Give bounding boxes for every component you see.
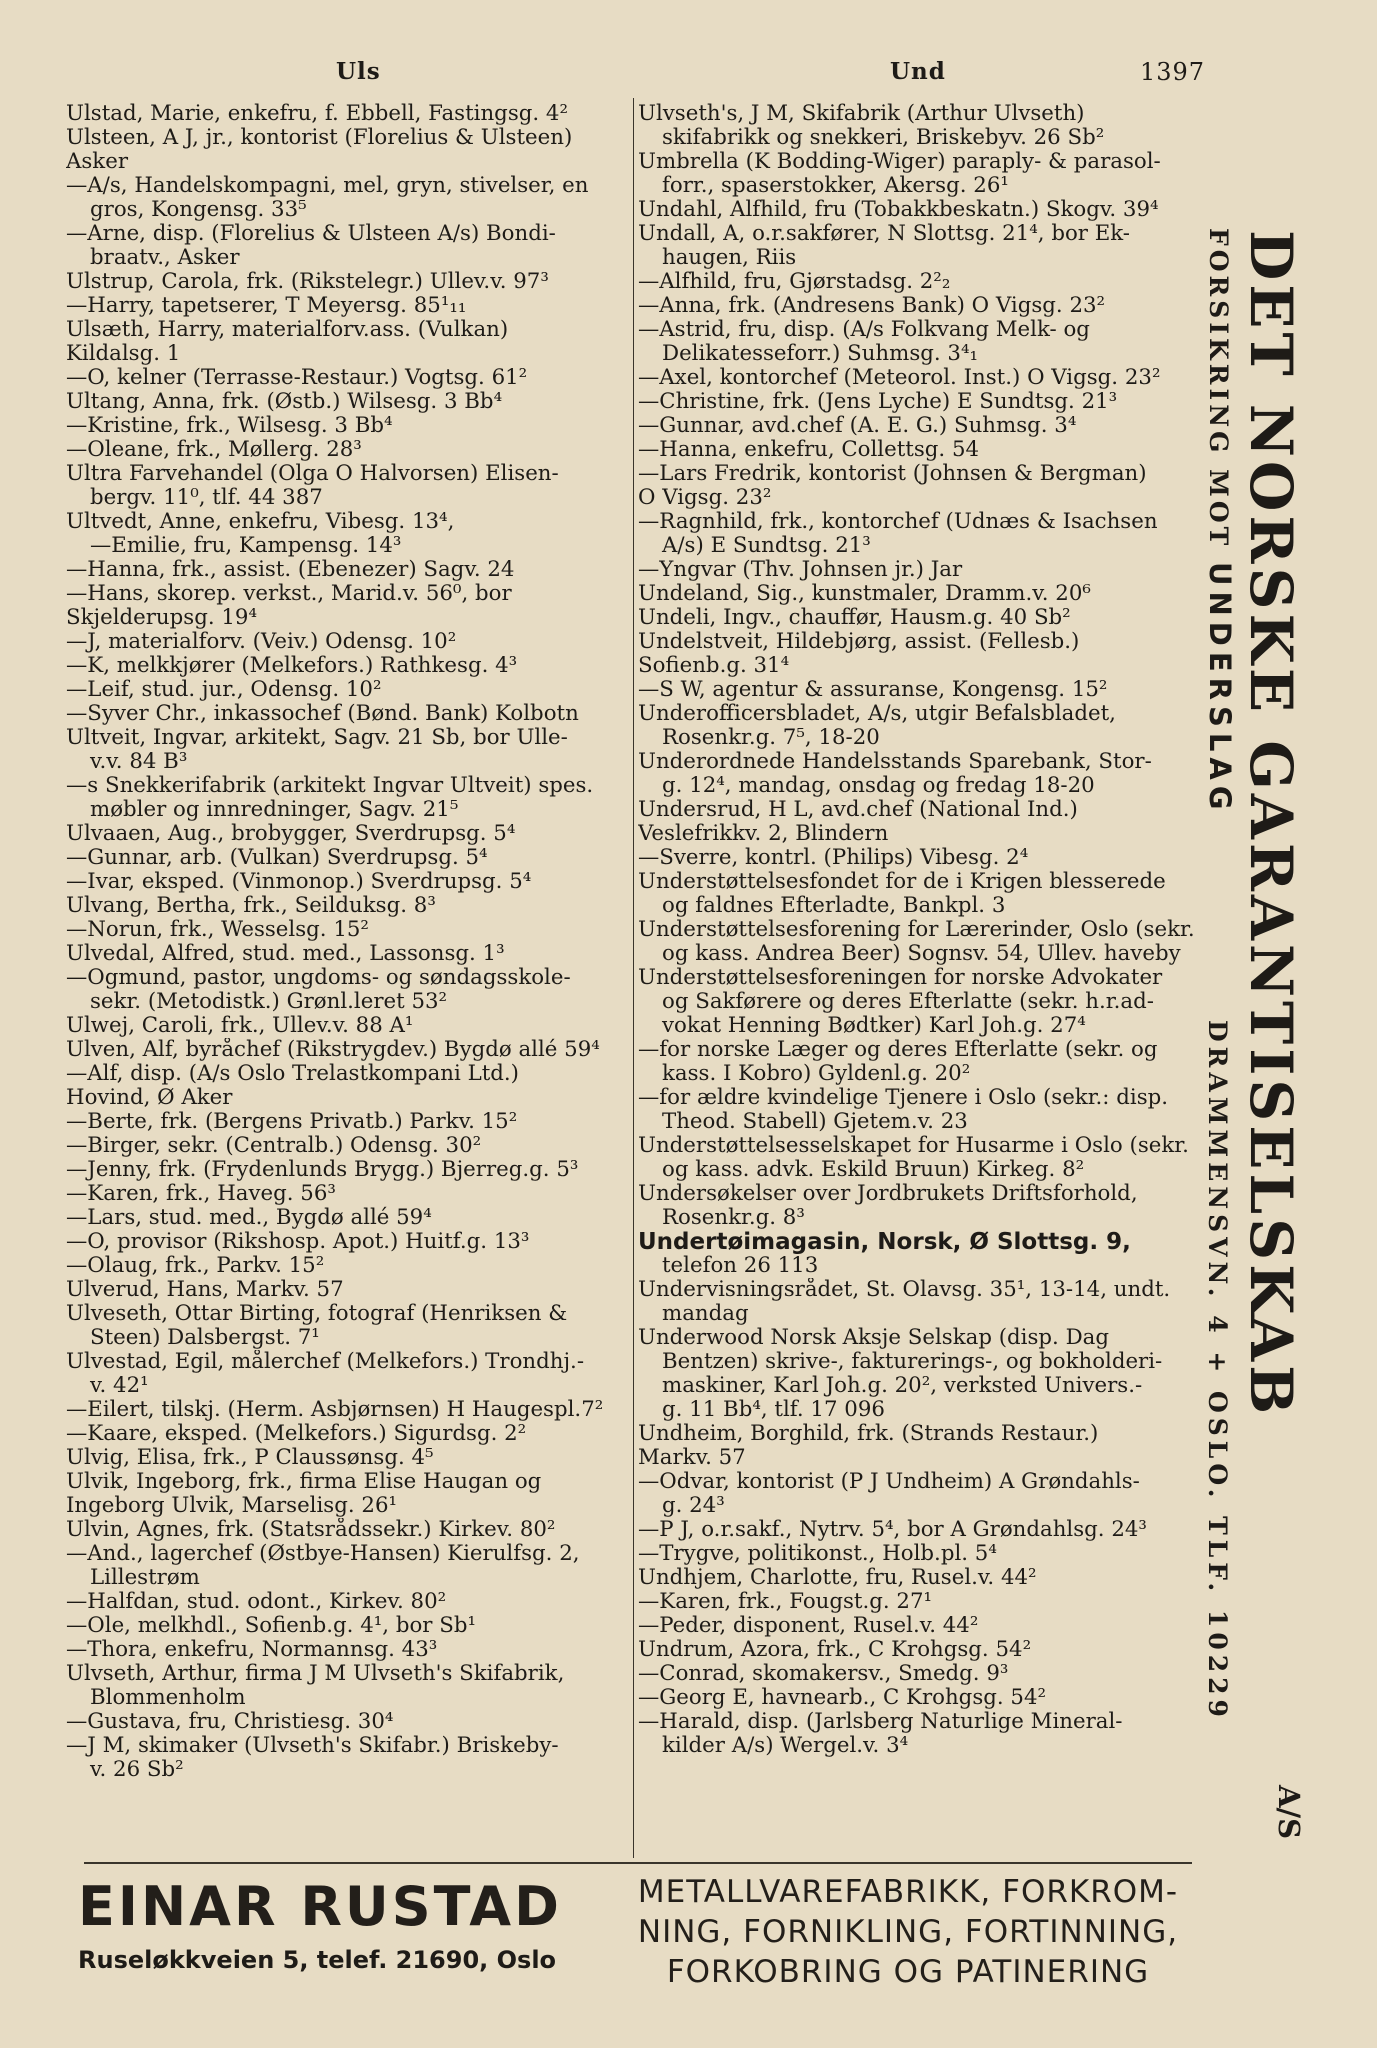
directory-entry-line: skifabrikk og snekkeri, Briskebyv. 26 Sb² [662, 126, 1105, 150]
directory-entry-line: Undeland, Sig., kunstmaler, Dramm.v. 20⁶ [638, 582, 1091, 606]
left-column [66, 102, 632, 1782]
directory-entry-line: g. 12⁴, mandag, onsdag og fredag 18-20 [662, 774, 1095, 798]
directory-entry-line: —Alf, disp. (A/s Oslo Trelastkompani Ltd.) [66, 1062, 519, 1086]
directory-entry-line: kass. I Kobro) Gyldenl.g. 20² [662, 1062, 971, 1086]
directory-entry-line: —Alfhild, fru, Gjørstadsg. 2²₂ [638, 270, 951, 294]
directory-entry-line: Markv. 57 [638, 1446, 746, 1470]
directory-entry-line: —J, materialforv. (Veiv.) Odensg. 10² [66, 630, 457, 654]
directory-entry-line: Theod. Stabell) Gjetem.v. 23 [662, 1110, 968, 1134]
directory-entry-line: —Sverre, kontrl. (Philips) Vibesg. 2⁴ [638, 846, 1029, 870]
side-ad-insurance-word: UNDERSLAG [1203, 561, 1237, 816]
directory-entry-line: —Hanna, frk., assist. (Ebenezer) Sagv. 24 [66, 558, 515, 582]
directory-entry-line: Ultvedt, Anne, enkefru, Vibesg. 13⁴, [66, 510, 455, 534]
directory-entry-line: Lillestrøm [90, 1566, 200, 1590]
directory-entry-line: —Anna, frk. (Andresens Bank) O Vigsg. 23² [638, 294, 1106, 318]
directory-entry-line: Kildalsg. 1 [66, 342, 181, 366]
directory-entry-line: —O, kelner (Terrasse-Restaur.) Vogtsg. 61² [66, 366, 528, 390]
directory-entry-line: og faldnes Efterladte, Bankpl. 3 [662, 894, 1006, 918]
directory-entry-line: Ulvestad, Egil, målerchef (Melkefors.) Trondhj.- [66, 1350, 585, 1374]
directory-entry-line: Sofienb.g. 31⁴ [638, 654, 790, 678]
directory-entry-line: —Harry, tapetserer, T Meyersg. 85¹₁₁ [66, 294, 467, 318]
directory-entry-line: gros, Kongensg. 33⁵ [90, 198, 307, 222]
directory-entry-line: Ulsteen, A J, jr., kontorist (Florelius & Ulsteen) [66, 126, 573, 150]
directory-entry-line: —Trygve, politikonst., Holb.pl. 5⁴ [638, 1542, 997, 1566]
directory-entry-line: Undervisningsrådet, St. Olavsg. 35¹, 13-14, undt. [638, 1278, 1171, 1302]
directory-entry-line: maskiner, Karl Joh.g. 20², verksted Univers.- [662, 1374, 1143, 1398]
directory-entry-line: Understøttelsesselskapet for Husarme i Oslo (sekr. [638, 1134, 1189, 1158]
directory-entry-line: —J M, skimaker (Ulvseth's Skifabr.) Briskeby- [66, 1734, 559, 1758]
directory-entry-line: Umbrella (K Bodding-Wiger) paraply- & parasol- [638, 150, 1161, 174]
directory-entry-line: Undrum, Azora, frk., C Krohgsg. 54² [638, 1638, 1032, 1662]
directory-entry-line: —P J, o.r.sakf., Nytrv. 5⁴, bor A Grøndahlsg. 24³ [638, 1518, 1147, 1542]
directory-entry-line: Underwood Norsk Aksje Selskap (disp. Dag [638, 1326, 1109, 1350]
directory-entry-line: —Syver Chr., inkassochef (Bønd. Bank) Kolbotn [66, 702, 579, 726]
directory-entry-line: Hovind, Ø Aker [66, 1086, 233, 1110]
directory-entry-line: —Norun, frk., Wesselsg. 15² [66, 918, 369, 942]
bottom-ad-line: FORKOBRING OG PATINERING [666, 1954, 1150, 1990]
directory-entry-line: —Olaug, frk., Parkv. 15² [66, 1254, 325, 1278]
directory-entry-line: —S W, agentur & assuranse, Kongensg. 15² [638, 678, 1108, 702]
directory-entry-line: Undersrud, H L, avd.chef (National Ind.) [638, 798, 1078, 822]
side-ad-insurance [1203, 228, 1237, 816]
page-number: 1397 [1140, 58, 1206, 86]
directory-entry-line: haugen, Riis [662, 246, 797, 270]
directory-entry-line: —Oleane, frk., Møllerg. 28³ [66, 438, 362, 462]
directory-entry-line: —Kristine, frk., Wilsesg. 3 Bb⁴ [66, 414, 393, 438]
side-ad-company: DET NORSKE GARANTISELSKAB [1237, 230, 1305, 1419]
directory-entry-line: bergv. 11⁰, tlf. 44 387 [90, 486, 323, 510]
directory-entry-line: Skjelderupsg. 19⁴ [66, 606, 258, 630]
directory-entry-line: A/s) E Sundtsg. 21³ [662, 534, 871, 558]
directory-entry-line: —Gunnar, arb. (Vulkan) Sverdrupsg. 5⁴ [66, 846, 488, 870]
directory-entry-line: forr., spaserstokker, Akersg. 26¹ [662, 174, 1009, 198]
directory-entry-line: —Lars Fredrik, kontorist (Johnsen & Bergman) [638, 462, 1147, 486]
directory-entry-line: —Arne, disp. (Florelius & Ulsteen A/s) Bondi- [66, 222, 556, 246]
directory-entry-line: —And., lagerchef (Østbye-Hansen) Kierulfsg. 2, [66, 1542, 580, 1566]
directory-entry-line: Undersøkelser over Jordbrukets Driftsforhold, [638, 1182, 1138, 1206]
directory-entry-line: Ulstrup, Carola, frk. (Rikstelegr.) Ullev.v. 97³ [66, 270, 549, 294]
directory-entry-line: Ulven, Alf, byråchef (Rikstrygdev.) Bygdø allé 59⁴ [66, 1038, 600, 1062]
directory-entry-line: Ulveseth, Ottar Birting, fotograf (Henriksen & [66, 1302, 568, 1326]
directory-entry-line: O Vigsg. 23² [638, 486, 772, 510]
directory-entry-line: —Axel, kontorchef (Meteorol. Inst.) O Vigsg. 23² [638, 366, 1161, 390]
directory-entry-line: Ultra Farvehandel (Olga O Halvorsen) Elisen- [66, 462, 559, 486]
directory-entry-line: Ulvseth, Arthur, firma J M Ulvseth's Skifabrik, [66, 1662, 565, 1686]
directory-entry-line: Undeli, Ingv., chauffør, Hausm.g. 40 Sb² [638, 606, 1071, 630]
directory-entry-line: Understøttelsesfondet for de i Krigen blesserede [638, 870, 1166, 894]
directory-entry-line: Undheim, Borghild, frk. (Strands Restaur.) [638, 1422, 1099, 1446]
directory-entry-line: Ulvaaen, Aug., brobygger, Sverdrupsg. 5⁴ [66, 822, 516, 846]
directory-entry-line: —Birger, sekr. (Centralb.) Odensg. 30² [66, 1134, 482, 1158]
directory-entry-line: Asker [66, 150, 128, 174]
directory-entry-line: —Leif, stud. jur., Odensg. 10² [66, 678, 382, 702]
directory-entry-line: Ulstad, Marie, enkefru, f. Ebbell, Fastingsg. 4² [66, 102, 569, 126]
directory-entry-line: Undhjem, Charlotte, fru, Rusel.v. 44² [638, 1566, 1037, 1590]
directory-entry-line: —Halfdan, stud. odont., Kirkev. 80² [66, 1590, 447, 1614]
directory-entry-line: —Yngvar (Thv. Johnsen jr.) Jar [638, 558, 963, 582]
directory-entry-line: Veslefrikkv. 2, Blindern [638, 822, 889, 846]
directory-entry-line: vokat Henning Bødtker) Karl Joh.g. 27⁴ [662, 1014, 1086, 1038]
directory-entry-line: v. 42¹ [90, 1374, 149, 1398]
bottom-ad-name: EINAR RUSTAD [78, 1875, 562, 1938]
directory-entry-line: —Lars, stud. med., Bygdø allé 59⁴ [66, 1206, 432, 1230]
directory-entry-line: telefon 26 113 [662, 1254, 819, 1278]
directory-entry-line: Ulsæth, Harry, materialforv.ass. (Vulkan) [66, 318, 509, 342]
directory-entry-line: Underofficersbladet, A/s, utgir Befalsbladet, [638, 702, 1116, 726]
header-right-keyword: Und [890, 58, 946, 85]
directory-entry-line: —Ole, melkhdl., Sofienb.g. 4¹, bor Sb¹ [66, 1614, 476, 1638]
directory-entry-line: v.v. 84 B³ [90, 750, 188, 774]
directory-entry-line: —Emilie, fru, Kampensg. 14³ [90, 534, 402, 558]
directory-entry-line: Steen) Dalsbergst. 7¹ [90, 1326, 320, 1350]
bottom-ad-address: Ruseløkkveien 5, telef. 21690, Oslo [78, 1946, 557, 1974]
directory-entry-line: —Kaare, eksped. (Melkefors.) Sigurdsg. 2² [66, 1422, 527, 1446]
directory-entry-line: sekr. (Metodistk.) Grønl.leret 53² [90, 990, 448, 1014]
directory-entry-line: —for norske Læger og deres Efterlatte (sekr. og [638, 1038, 1158, 1062]
directory-entry-line: Undelstveit, Hildebjørg, assist. (Fellesb.) [638, 630, 1080, 654]
directory-entry-line: Understøttelsesforening for Lærerinder, Oslo (sekr. [638, 918, 1195, 942]
directory-entry-line: —K, melkkjører (Melkefors.) Rathkesg. 4³ [66, 654, 518, 678]
directory-entry-line: Blommenholm [90, 1686, 246, 1710]
directory-entry-line: —Ogmund, pastor, ungdoms- og søndagsskole- [66, 966, 571, 990]
directory-entry-line: —Gustava, fru, Christiesg. 30⁴ [66, 1710, 394, 1734]
directory-entry-line: —Karen, frk., Haveg. 56³ [66, 1182, 336, 1206]
directory-entry-line: møbler og innredninger, Sagv. 21⁵ [90, 798, 459, 822]
directory-entry-line: —Peder, disponent, Rusel.v. 44² [638, 1614, 979, 1638]
directory-entry-line: Ulverud, Hans, Markv. 57 [66, 1278, 344, 1302]
directory-entry-line: —Eilert, tilskj. (Herm. Asbjørnsen) H Haugespl.7² [66, 1398, 604, 1422]
directory-entry-line: —for ældre kvindelige Tjenere i Oslo (sekr.: disp. [638, 1086, 1169, 1110]
directory-entry-line: Undertøimagasin, Norsk, Ø Slottsg. 9, [638, 1230, 1131, 1254]
directory-entry-line: og kass. Andrea Beer) Sognsv. 54, Ullev. haveby [662, 942, 1181, 966]
directory-entry-line: —A/s, Handelskompagni, mel, gryn, stivelser, en [66, 174, 589, 198]
bottom-ad-divider [84, 1862, 1192, 1864]
directory-entry-line: —s Snekkerifabrik (arkitekt Ingvar Ultveit) spes. [66, 774, 594, 798]
directory-entry-line: Rosenkr.g. 7⁵, 18-20 [662, 726, 880, 750]
directory-entry-line: Ulvig, Elisa, frk., P Claussønsg. 4⁵ [66, 1446, 434, 1470]
bottom-ad-line: NING, FORNIKLING, FORTINNING, [637, 1914, 1179, 1950]
side-ad-address: DRAMMENSVN. 4 + OSLO. TLF. 10229 [1203, 1020, 1232, 1722]
bottom-ad-services [598, 1872, 1218, 1992]
side-ad-as-suffix: A/S [1272, 1785, 1306, 1840]
directory-entry-line: —O, provisor (Rikshosp. Apot.) Huitf.g. 13³ [66, 1230, 530, 1254]
directory-entry-line: —Hans, skorep. verkst., Marid.v. 56⁰, bor [66, 582, 512, 606]
directory-entry-line: Ulvedal, Alfred, stud. med., Lassonsg. 1³ [66, 942, 505, 966]
directory-entry-line: —Berte, frk. (Bergens Privatb.) Parkv. 15² [66, 1110, 518, 1134]
directory-entry-line: Ulvin, Agnes, frk. (Statsrådssekr.) Kirkev. 80² [66, 1518, 556, 1542]
directory-entry-line: mandag [662, 1302, 749, 1326]
right-column [638, 102, 1204, 1758]
directory-entry-line: Ultveit, Ingvar, arkitekt, Sagv. 21 Sb, bor Ulle- [66, 726, 568, 750]
directory-entry-line: —Gunnar, avd.chef (A. E. G.) Suhmsg. 3⁴ [638, 414, 1077, 438]
directory-entry-line: —Hanna, enkefru, Collettsg. 54 [638, 438, 980, 462]
directory-entry-line: og Sakførere og deres Efterlatte (sekr. h.r.ad- [662, 990, 1154, 1014]
side-ad-insurance-prefix: FORSIKRING MOT [1204, 228, 1233, 550]
directory-entry-line: —Harald, disp. (Jarlsberg Naturlige Mineral- [638, 1710, 1123, 1734]
directory-entry-line: Understøttelsesforeningen for norske Advokater [638, 966, 1163, 990]
directory-entry-line: Delikatesseforr.) Suhmsg. 3⁴₁ [662, 342, 979, 366]
directory-entry-line: —Georg E, havnearb., C Krohgsg. 54² [638, 1686, 1047, 1710]
directory-entry-line: Ingeborg Ulvik, Marselisg. 26¹ [66, 1494, 398, 1518]
directory-entry-line: —Astrid, fru, disp. (A/s Folkvang Melk- og [638, 318, 1090, 342]
directory-entry-line: Ultang, Anna, frk. (Østb.) Wilsesg. 3 Bb⁴ [66, 390, 503, 414]
header-left-keyword: Uls [336, 58, 381, 85]
directory-entry-line: v. 26 Sb² [90, 1758, 184, 1782]
directory-entry-line: —Ivar, eksped. (Vinmonop.) Sverdrupsg. 5⁴ [66, 870, 532, 894]
directory-entry-line: g. 24³ [662, 1494, 725, 1518]
directory-entry-line: —Christine, frk. (Jens Lyche) E Sundtsg. 21³ [638, 390, 1118, 414]
directory-entry-line: —Jenny, frk. (Frydenlunds Brygg.) Bjerreg.g. 5³ [66, 1158, 579, 1182]
directory-entry-line: kilder A/s) Wergel.v. 3⁴ [662, 1734, 909, 1758]
directory-entry-line: Ulvik, Ingeborg, frk., firma Elise Haugan og [66, 1470, 542, 1494]
directory-entry-line: —Odvar, kontorist (P J Undheim) A Grøndahls- [638, 1470, 1140, 1494]
directory-entry-line: braatv., Asker [90, 246, 240, 270]
directory-entry-line: og kass. advk. Eskild Bruun) Kirkeg. 8² [662, 1158, 1085, 1182]
bottom-ad-line: METALLVAREFABRIKK, FORKROM- [637, 1874, 1179, 1910]
directory-entry-line: Underordnede Handelsstands Sparebank, Stor- [638, 750, 1152, 774]
directory-entry-line: Undall, A, o.r.sakfører, N Slottsg. 21⁴, bor Ek- [638, 222, 1131, 246]
directory-entry-line: —Thora, enkefru, Normannsg. 43³ [66, 1638, 438, 1662]
directory-entry-line: Undahl, Alfhild, fru (Tobakkbeskatn.) Skogv. 39⁴ [638, 198, 1159, 222]
directory-entry-line: Ulvseth's, J M, Skifabrik (Arthur Ulvseth) [638, 102, 1085, 126]
directory-entry-line: —Ragnhild, frk., kontorchef (Udnæs & Isachsen [638, 510, 1158, 534]
directory-entry-line: Rosenkr.g. 8³ [662, 1206, 805, 1230]
directory-entry-line: Ulvang, Bertha, frk., Seilduksg. 8³ [66, 894, 436, 918]
column-divider [633, 98, 634, 1858]
directory-entry-line: Ulwej, Caroli, frk., Ullev.v. 88 A¹ [66, 1014, 414, 1038]
directory-entry-line: Bentzen) skrive-, fakturerings-, og bokholderi- [662, 1350, 1163, 1374]
directory-entry-line: g. 11 Bb⁴, tlf. 17 096 [662, 1398, 885, 1422]
directory-entry-line: —Conrad, skomakersv., Smedg. 9³ [638, 1662, 1009, 1686]
directory-entry-line: —Karen, frk., Fougst.g. 27¹ [638, 1590, 933, 1614]
